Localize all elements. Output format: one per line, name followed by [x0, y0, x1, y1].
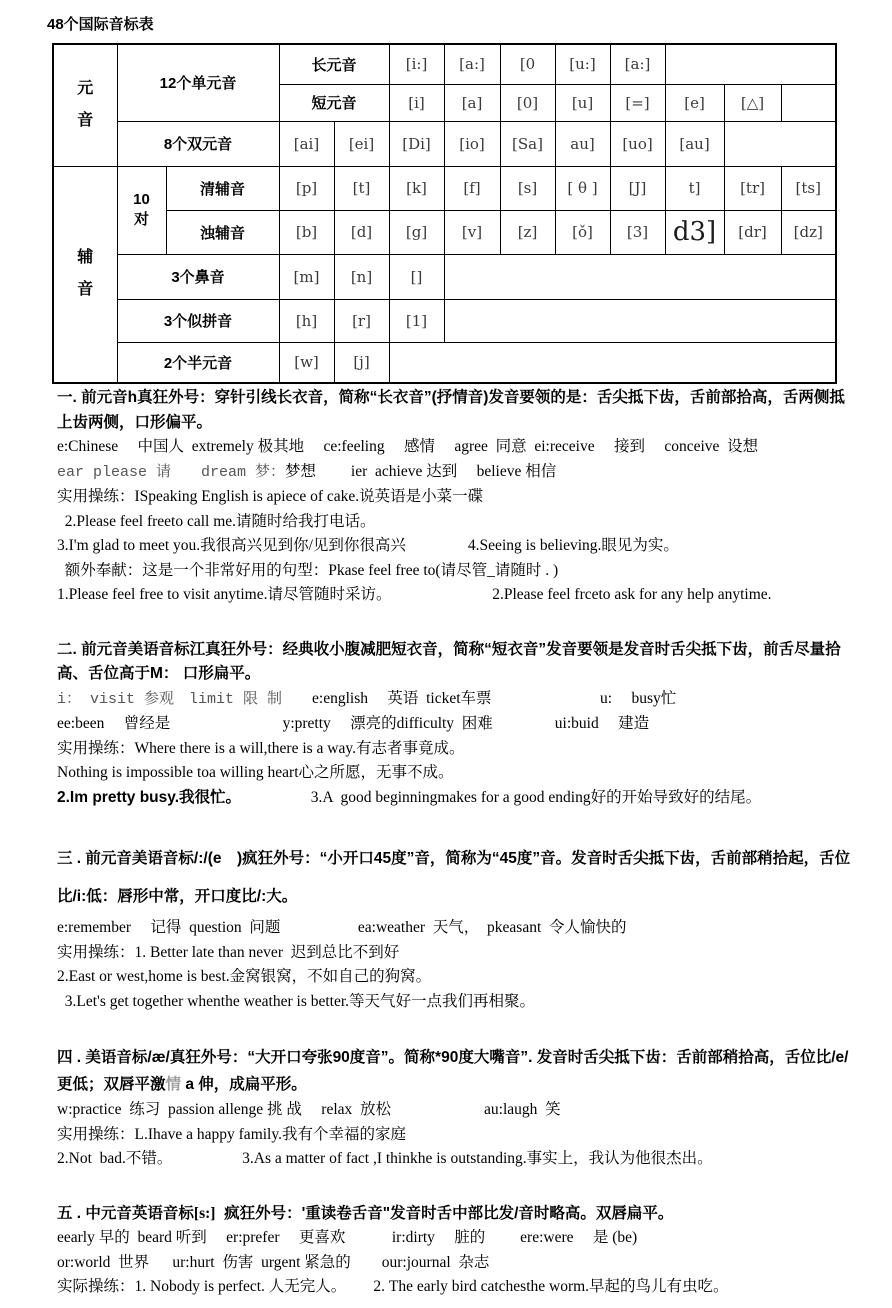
empty-cell	[444, 299, 836, 342]
text-line	[57, 990, 857, 1015]
table-cell: [uo]	[610, 121, 665, 166]
table-cell: [k]	[389, 166, 444, 210]
text-segment: 3.A good beginningmakes for a good ending好的开始导致好的结尾。	[233, 788, 762, 806]
table-cell: [dr]	[724, 210, 781, 254]
text-line	[57, 965, 857, 990]
table-cell: [=]	[610, 84, 665, 121]
text-segment: e:Chinese 中国人 extremely 极其地 ce:feeling 感情 agree 同意 ei:receive 接到 conceive 设想	[57, 438, 759, 455]
short-vowel-label: 短元音	[279, 84, 389, 121]
text-segment: 实用操练：ISpeaking English is apiece of cake.说英语是小菜一碟	[57, 488, 484, 505]
text-segment: i： visit 参观 limit 限 制	[57, 690, 313, 708]
table-cell: [u:]	[555, 44, 610, 84]
vowel-group-cell: 元音	[53, 44, 117, 166]
table-cell: [△]	[724, 84, 781, 121]
text-segment: 实用操练：L.Ihave a happy family.我有个幸福的家庭	[57, 1125, 406, 1143]
table-cell: [J]	[610, 166, 665, 210]
text-segment: 二. 前元音美语音标江真狂外号：经典收小腹减肥短衣音，简称“短衣音”发音要领是发音时舌尖抵下齿，前舌尽量拾高、舌位高于M： 口形扁平。	[57, 640, 841, 682]
table-cell: []	[389, 254, 444, 299]
monophthong-label: 12个单元音	[117, 44, 279, 121]
nasal-label: 3个鼻音	[117, 254, 279, 299]
text-segment: or:world 世界 ur:hurt 伤害 urgent 紧急的 our:journal 杂志	[57, 1253, 490, 1271]
table-cell: [ei]	[334, 121, 389, 166]
section-heading	[57, 1202, 857, 1227]
table-cell: [Di]	[389, 121, 444, 166]
text-line	[57, 460, 857, 486]
text-segment: e:remember 记得 question 问题 ea:weather 天气， pkeasant 令人愉快的	[57, 919, 627, 936]
text-line	[57, 1226, 857, 1251]
table-cell: [s]	[500, 166, 555, 210]
table-cell: [0	[500, 44, 555, 84]
text-segment: eearly 早的 beard 听到 er:prefer 更喜欢 ir:dirty 脏的 ere:were 是 (be)	[57, 1229, 638, 1246]
text-segment: 3.Let's get together whenthe weather is better.等天气好一点我们再相聚。	[57, 992, 536, 1010]
text-line	[57, 435, 857, 460]
table-cell: [t]	[334, 166, 389, 210]
table-cell: [h]	[279, 299, 334, 342]
text-segment: 2.Not bad.不错。 3.As a matter of fact ,I thinkhe is outstanding.事实上，我认为他很杰出。	[57, 1150, 713, 1167]
row-liquids	[53, 299, 836, 342]
text-segment: 额外奉献：这是一个非常好用的句型：Pkase feel free to(请尽管_请随时 . )	[57, 561, 559, 579]
table-cell: [r]	[334, 299, 389, 342]
empty-cell	[389, 342, 836, 383]
row-diphthongs	[53, 121, 836, 166]
table-cell: au]	[555, 121, 610, 166]
phonetic-table	[52, 43, 837, 384]
text-segment: 梦想 ier achieve 达到 believe 相信	[285, 462, 557, 480]
table-cell: [b]	[279, 210, 334, 254]
table-cell: [d]	[334, 210, 389, 254]
text-line	[57, 916, 857, 941]
text-line	[57, 1251, 857, 1276]
section	[57, 386, 857, 608]
table-cell: [0]	[500, 84, 555, 121]
text-segment: 一. 前元音h真狂外号：穿针引线长衣音，简称“长衣音”(抒情音)发音要领的是：舌尖抵下齿，舌前部拾高，舌两侧抵上齿两侧，口形偏平。	[57, 389, 845, 431]
section	[57, 638, 857, 811]
text-line	[57, 559, 857, 584]
table-cell: [ai]	[279, 121, 334, 166]
text-segment: w:practice 练习 passion allenge 挑 战 relax 放松 au:laugh 笑	[57, 1101, 561, 1118]
text-segment: 2.Im pretty busy.我很忙。	[57, 788, 234, 806]
text-segment: 五 . 中元音英语音标	[57, 1204, 194, 1222]
empty-cell	[444, 254, 836, 299]
voiced-label: 浊辅音	[166, 210, 279, 254]
row-long-vowels	[53, 44, 836, 84]
section	[57, 1044, 857, 1172]
text-segment: 实际操练：1. Nobody is perfect. 人无完人。 2. The early bird catchesthe worm.早起的鸟儿有虫吃。	[57, 1278, 729, 1295]
text-line	[57, 1098, 857, 1123]
text-segment: e:english 英语 ticket车票 u: busy忙	[312, 689, 677, 707]
sections	[57, 386, 857, 1300]
empty-cell	[724, 121, 836, 166]
table-cell: [dz]	[781, 210, 836, 254]
text-segment: 3.I'm glad to meet you.我很高兴见到你/见到你很高兴 4.Seeing is believing.眼见为实。	[57, 537, 679, 554]
table-cell: [z]	[500, 210, 555, 254]
table-cell: [i:]	[389, 44, 444, 84]
text-line	[57, 712, 857, 737]
table-cell: [io]	[444, 121, 500, 166]
text-line	[57, 485, 857, 510]
voiceless-label: 清辅音	[166, 166, 279, 210]
empty-cell	[781, 84, 836, 121]
text-segment: ear please 请 dream 梦：	[57, 463, 286, 481]
row-voiceless-consonants	[53, 166, 836, 210]
text-segment: 2.East or west,home is best.金窝银窝，不如自己的狗窝。	[57, 968, 432, 985]
table-cell: [w]	[279, 342, 334, 383]
text-line	[57, 737, 857, 762]
table-cell: [u]	[555, 84, 610, 121]
text-line	[57, 583, 857, 608]
liquid-label: 3个似拼音	[117, 299, 279, 342]
text-segment: 1.Please feel free to visit anytime.请尽管随时采访。 2.Please feel frceto ask for any help anytime.	[57, 586, 772, 603]
semivowel-label: 2个半元音	[117, 342, 279, 383]
text-segment: a 伸，成扁平形。	[181, 1076, 307, 1093]
section-heading	[57, 840, 857, 916]
table-cell: [1]	[389, 299, 444, 342]
table-cell: [p]	[279, 166, 334, 210]
consonant-group-cell: 辅音	[53, 166, 117, 383]
text-line	[57, 786, 857, 811]
text-segment: 三 . 前元音美语音标/:/(e )疯狂外号：“小开口45度”音，简称为“45度”音。发音时舌尖抵下齿，舌前部稍拾起，舌位比/i:低：唇形中常，开口度比/:大。	[57, 850, 851, 905]
text-segment: [s:]	[193, 1204, 216, 1222]
table-cell: [v]	[444, 210, 500, 254]
text-segment: 实用操练：1. Better late than never 迟到总比不到好	[57, 943, 400, 961]
text-line	[57, 534, 857, 559]
row-voiced-consonants	[53, 210, 836, 254]
text-segment: ee:been 曾经是 y:pretty 漂亮的difficulty 困难 ui:buid 建造	[57, 715, 650, 732]
text-line	[57, 941, 857, 966]
text-segment: 2.Please feel freeto call me.请随时给我打电话。	[57, 512, 376, 530]
text-line	[57, 761, 857, 786]
table-cell: [a]	[444, 84, 500, 121]
table-cell: d3]	[665, 210, 724, 254]
text-segment: 疯狂外号：'重读卷舌音"发音时舌中部比发/音时略高。双唇扁平。	[215, 1204, 674, 1222]
diphthong-label: 8个双元音	[117, 121, 279, 166]
section-heading	[57, 1044, 857, 1098]
section-heading	[57, 638, 857, 687]
long-vowel-label: 长元音	[279, 44, 389, 84]
text-segment: Nothing is impossible toa willing heart心之所愿，无事不成。	[57, 764, 454, 781]
text-line	[57, 1275, 857, 1300]
table-cell: [g]	[389, 210, 444, 254]
row-nasals	[53, 254, 836, 299]
table-cell: [e]	[665, 84, 724, 121]
text-line	[57, 1123, 857, 1148]
empty-cell	[665, 44, 836, 84]
table-cell: [3]	[610, 210, 665, 254]
table-cell: [n]	[334, 254, 389, 299]
table-cell: [j]	[334, 342, 389, 383]
table-cell: [i]	[389, 84, 444, 121]
table-cell: [m]	[279, 254, 334, 299]
text-line	[57, 1147, 857, 1172]
table-cell: [Sa]	[500, 121, 555, 166]
table-cell: [f]	[444, 166, 500, 210]
section	[57, 840, 857, 1014]
table-cell: [ǒ]	[555, 210, 610, 254]
page-title: 48个国际音标表	[47, 16, 154, 33]
text-segment: 实用操练：Where there is a will,there is a way.有志者事竟成。	[57, 739, 465, 757]
text-segment: 情	[165, 1076, 182, 1093]
table-cell: [a:]	[610, 44, 665, 84]
text-line	[57, 510, 857, 535]
table-cell: [ θ ]	[555, 166, 610, 210]
table-cell: [a:]	[444, 44, 500, 84]
pairs-label: 10对	[117, 166, 166, 254]
table-cell: [tr]	[724, 166, 781, 210]
section-heading	[57, 386, 857, 435]
section	[57, 1202, 857, 1300]
table-cell: [au]	[665, 121, 724, 166]
table-cell: [ts]	[781, 166, 836, 210]
text-segment: 四 . 美语音标/æ/真狂外号：“大开口夸张90度音”。简称*90度大嘴音”. 发音时舌尖抵下齿：舌前部稍拾高，舌位比/e/更低；双唇平激	[57, 1049, 849, 1093]
row-semivowels	[53, 342, 836, 383]
table-cell: t]	[665, 166, 724, 210]
text-line	[57, 687, 857, 713]
